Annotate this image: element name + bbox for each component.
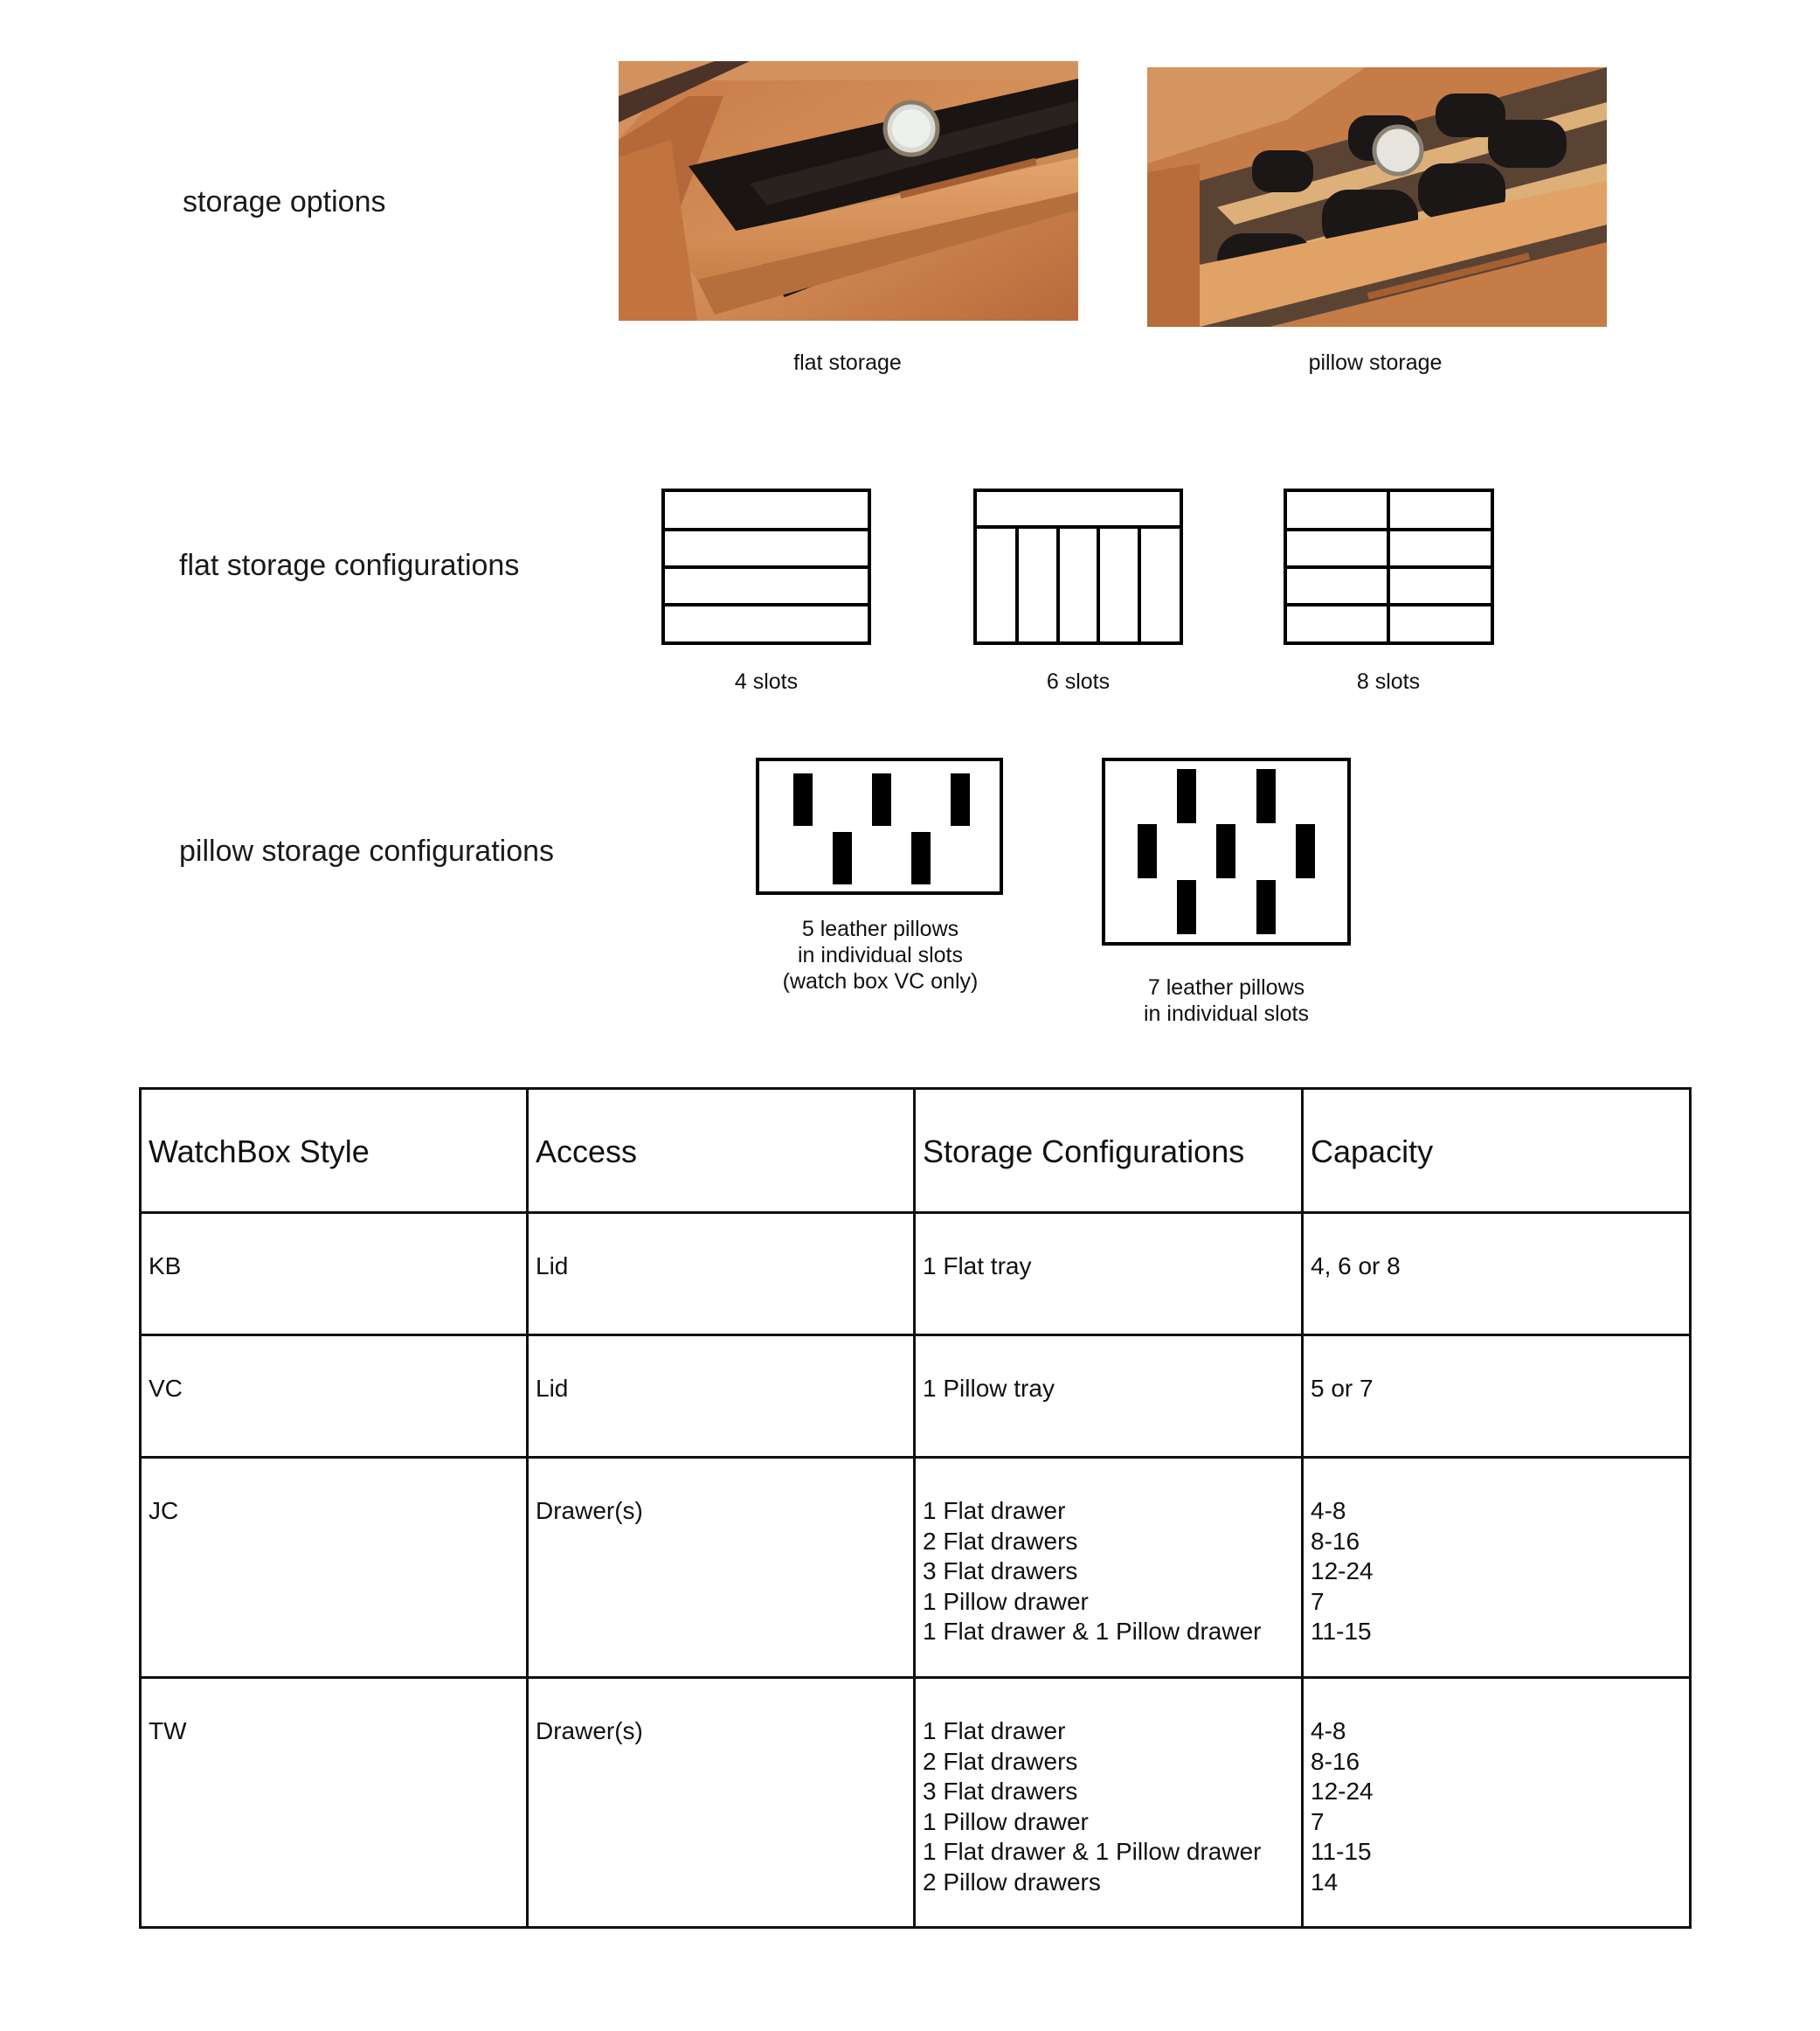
cell-capacity: 4, 6 or 8 xyxy=(1303,1213,1691,1335)
pillow-config-7-pillows xyxy=(1102,758,1351,946)
cell-configs: 1 Flat drawer 2 Flat drawers 3 Flat drawers 1 Pillow drawer 1 Flat drawer & 1 Pillow drawer 2 Pillow drawers xyxy=(915,1678,1303,1928)
header-capacity: Capacity xyxy=(1303,1089,1691,1213)
section-label-storage-options: storage options xyxy=(183,185,386,218)
flat-config-4-caption: 4 slots xyxy=(734,669,799,694)
table-row xyxy=(141,1678,1691,1928)
cell-capacity: 4-8 8-16 12-24 7 11-15 14 xyxy=(1303,1678,1691,1928)
table-row xyxy=(141,1458,1691,1678)
cell-style: TW xyxy=(141,1678,528,1928)
table-row xyxy=(141,1213,1691,1335)
cell-capacity: 4-8 8-16 12-24 7 11-15 xyxy=(1303,1458,1691,1678)
pillow-config-7-caption: 7 leather pillows in individual slots xyxy=(1144,975,1309,1026)
flat-storage-caption: flat storage xyxy=(793,350,902,375)
flat-config-6-caption: 6 slots xyxy=(1046,669,1111,694)
flat-config-8-slots xyxy=(1284,489,1494,645)
cell-style: JC xyxy=(141,1458,528,1678)
pillow-storage-caption: pillow storage xyxy=(1308,350,1443,375)
header-watchbox-style: WatchBox Style xyxy=(141,1089,528,1213)
pillow-storage-photo xyxy=(1147,67,1607,327)
flat-storage-photo xyxy=(619,61,1078,321)
cell-access: Drawer(s) xyxy=(528,1678,915,1928)
section-label-flat-configurations: flat storage configurations xyxy=(179,549,520,582)
flat-config-4-slots xyxy=(661,489,871,645)
cell-access: Lid xyxy=(528,1335,915,1458)
table-header-row xyxy=(141,1089,1691,1213)
cell-style: VC xyxy=(141,1335,528,1458)
cell-configs: 1 Flat drawer 2 Flat drawers 3 Flat drawers 1 Pillow drawer 1 Flat drawer & 1 Pillow drawer xyxy=(915,1458,1303,1678)
cell-access: Drawer(s) xyxy=(528,1458,915,1678)
header-access: Access xyxy=(528,1089,915,1213)
cell-capacity: 5 or 7 xyxy=(1303,1335,1691,1458)
cell-access: Lid xyxy=(528,1213,915,1335)
cell-style: KB xyxy=(141,1213,528,1335)
header-storage-configurations: Storage Configurations xyxy=(915,1089,1303,1213)
cell-configs: 1 Pillow tray xyxy=(915,1335,1303,1458)
watchbox-spec-table xyxy=(139,1087,1692,1929)
flat-config-8-caption: 8 slots xyxy=(1356,669,1421,694)
table-row xyxy=(141,1335,1691,1458)
cell-configs: 1 Flat tray xyxy=(915,1213,1303,1335)
pillow-config-5-pillows xyxy=(756,758,1003,895)
flat-config-6-slots xyxy=(973,489,1183,645)
section-label-pillow-configurations: pillow storage configurations xyxy=(179,835,555,868)
pillow-config-5-caption: 5 leather pillows in individual slots (watch box VC only) xyxy=(782,917,979,994)
